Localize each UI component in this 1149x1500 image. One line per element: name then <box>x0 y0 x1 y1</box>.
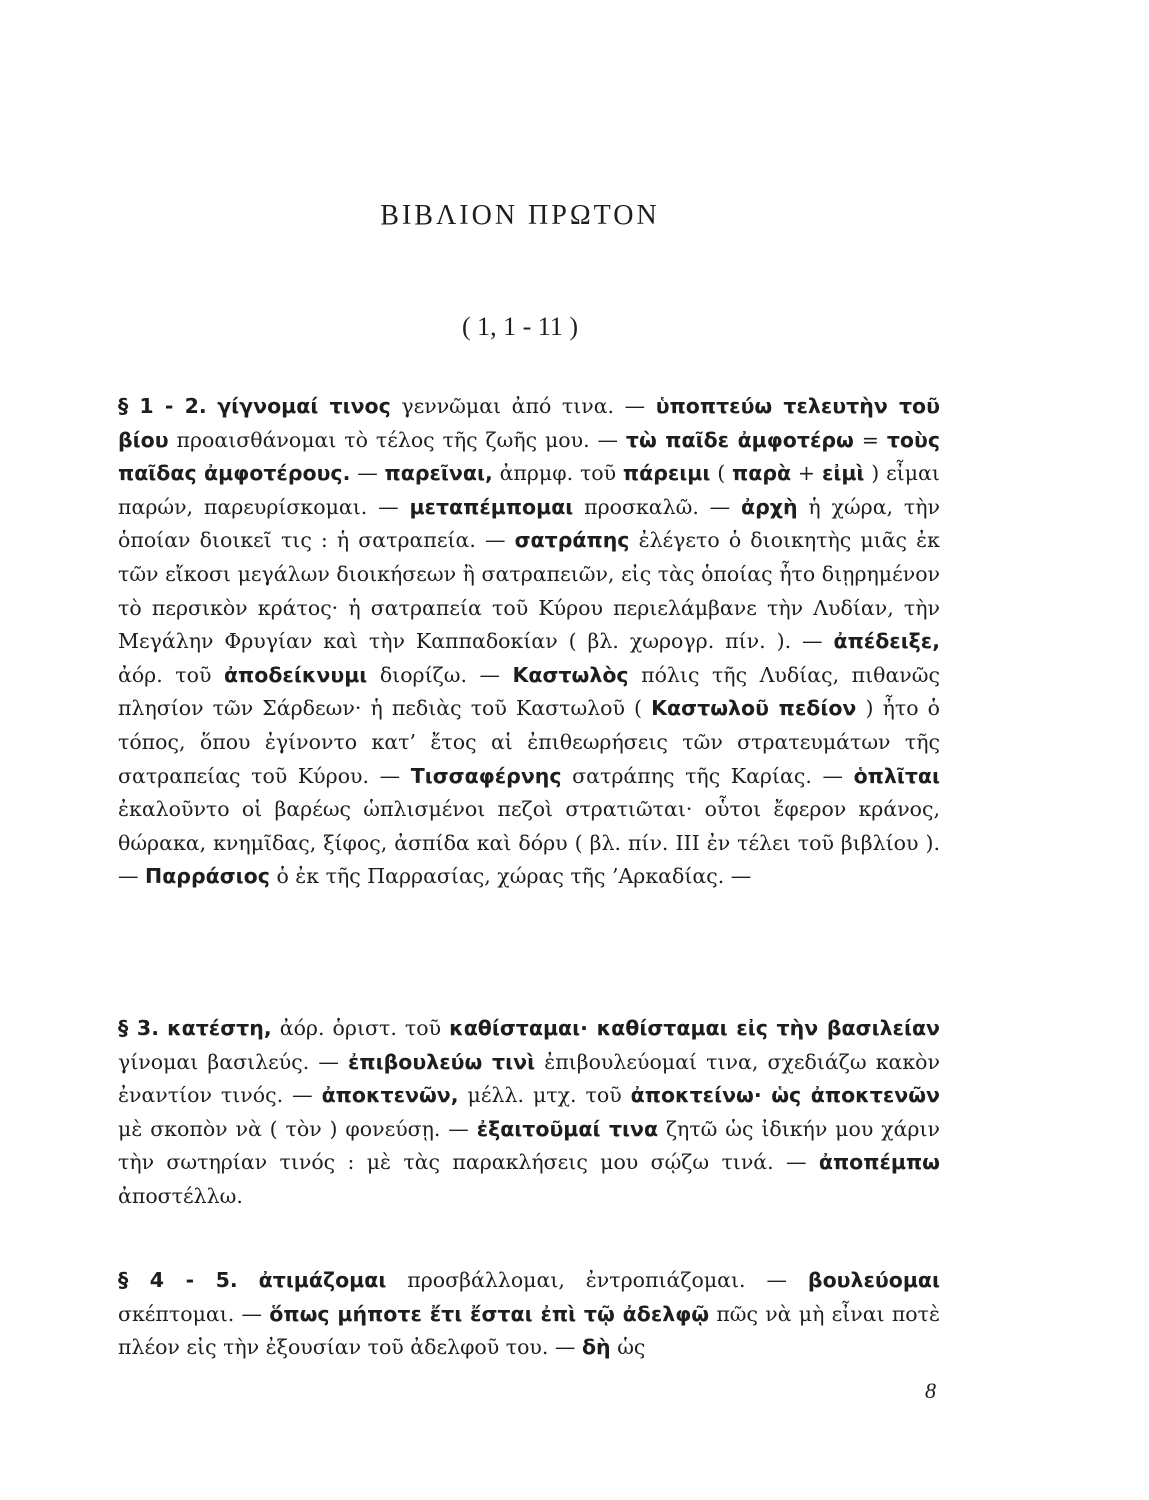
lemma: καθίσταμαι· καθίσταμαι εἰς τὴν βασιλείαν <box>449 1016 940 1040</box>
chapter-range: ( 1, 1 - 11 ) <box>461 312 578 341</box>
gloss: ὡς <box>617 1335 646 1360</box>
lemma: ὅπως μήποτε ἔτι ἔσται ἐπὶ τῷ ἀδελφῷ <box>269 1301 710 1326</box>
page-number: 8 <box>925 1378 936 1403</box>
lemma: Τισσαφέρνης <box>410 763 562 788</box>
lemma: Καστωλὸς <box>512 662 629 687</box>
gloss: μὲ σκοπὸν νὰ ( τὸν ) φονεύσῃ. — <box>118 1116 469 1141</box>
gloss: ( <box>717 461 726 486</box>
gloss: πόλις τῆς Λυδίας, πιθανῶς πλησίον τῶν Σάρδεων· ἡ πεδιὰς τοῦ Καστωλοῦ ( <box>118 662 940 721</box>
gloss: ἀποστέλλω. <box>118 1183 243 1208</box>
gloss: ἐπιβουλεύομαί τινα, σχεδιάζω κακὸν ἐναντίον τινός. — <box>118 1049 940 1108</box>
gloss: ἐλέγετο ὁ διοικητὴς μιᾶς ἐκ τῶν εἴκοσι μεγάλων διοικήσεων ἢ σατραπειῶν, εἰς τὰς ὁποίας ἦτο διῃρημένον τὸ περσικὸν κράτος· ἡ σατραπεία τοῦ Κύρου περιελάμβανε τὴν Λυδίαν, τὴν Μεγάλην Φρυγίαν καὶ τὴν Καππαδοκίαν ( βλ. χωρογρ. πίν. ). — <box>118 528 940 654</box>
lemma: ἀπέδειξε, <box>833 629 940 654</box>
gloss: + <box>797 461 816 486</box>
gloss: προσβάλλομαι, ἐντροπιάζομαι. — <box>407 1268 787 1292</box>
gloss: γίνομαι βασιλεύς. — <box>118 1049 339 1074</box>
gloss: ἀπρμφ. τοῦ <box>499 461 617 486</box>
section-mark: § 3. <box>118 1016 159 1040</box>
lemma: πάρειμι <box>622 461 711 486</box>
commentary-section-4-5 <box>118 1264 940 1365</box>
gloss: μέλλ. μτχ. τοῦ <box>467 1083 622 1108</box>
lemma: ἀποκτενῶν, <box>321 1083 459 1108</box>
book-title: ΒΙΒΛΙΟΝ ΠΡΩΤΟΝ <box>380 200 660 231</box>
gloss: — <box>357 461 378 486</box>
gloss: ἀόρ. ὁριστ. τοῦ <box>279 1016 442 1040</box>
gloss: ἐκαλοῦντο οἱ βαρέως ὡπλισμένοι πεζοὶ στρατιῶται· οὗτοι ἔφερον κράνος, θώρακα, κνημῖδας, ξίφος, ἀσπίδα καὶ δόρυ ( βλ. πίν. ΙΙΙ ἐν τέλει τοῦ βιβλίου ). — <box>118 797 940 889</box>
lemma: ἀποδείκνυμι <box>223 662 368 687</box>
gloss: γεννῶμαι ἀπό τινα. — <box>401 394 646 418</box>
lemma: σατράπης <box>514 528 630 553</box>
lemma: δὴ <box>581 1335 611 1360</box>
gloss: ) εἶμαι παρών, παρευρίσκομαι. — <box>118 461 940 519</box>
lemma: παρεῖναι, <box>384 461 493 486</box>
lemma: Παρράσιος <box>145 864 270 889</box>
lemma: ἀποπέμπω <box>818 1150 940 1175</box>
lemma: βουλεύομαι <box>807 1268 940 1292</box>
gloss: = <box>861 427 879 452</box>
lemma: τοὺς παῖδας ἀμφοτέρους. <box>118 427 940 486</box>
gloss: ἀόρ. τοῦ <box>118 662 212 687</box>
gloss: ὁ ἐκ τῆς Παρρασίας, χώρας τῆς ’Αρκαδίας. — <box>276 864 752 889</box>
commentary-section-3 <box>118 1012 940 1214</box>
lemma: ἀρχὴ <box>741 494 798 519</box>
gloss: προαισθάνομαι τὸ τέλος τῆς ζωῆς μου. — <box>176 427 618 452</box>
gloss: ἡ χώρα, τὴν ὁποίαν διοικεῖ τις : ἡ σατραπεία. — <box>118 494 940 553</box>
lemma: ἀποκτείνω· ὡς ἀποκτενῶν <box>630 1083 940 1108</box>
gloss: πῶς νὰ μὴ εἶναι ποτὲ πλέον εἰς τὴν ἐξουσίαν τοῦ ἀδελφοῦ του. — <box>118 1301 940 1360</box>
lemma: Καστωλοῦ πεδίον <box>651 696 857 721</box>
section-mark: § 1 - 2. <box>118 394 207 418</box>
lemma: ὁπλῖται <box>853 763 940 788</box>
lemma: ὑποπτεύω τελευτὴν τοῦ βίου <box>118 394 940 452</box>
gloss: ζητῶ ὡς ἰδικήν μου χάριν τὴν σωτηρίαν τινός : μὲ τὰς παρακλήσεις μου σῴζω τινά. — <box>118 1116 940 1175</box>
section-mark: § 4 - 5. <box>118 1268 238 1292</box>
lemma: γίγνομαί τινος <box>217 394 391 418</box>
lemma: τὼ παῖδε ἀμφοτέρω <box>625 427 854 452</box>
gloss: σατράπης τῆς Καρίας. — <box>572 763 843 788</box>
lemma: ἀτιμάζομαι <box>258 1268 387 1292</box>
lemma: κατέστη, <box>167 1016 272 1040</box>
lemma: ἐπιβουλεύω τινὶ <box>348 1049 536 1074</box>
lemma: μεταπέμπομαι <box>409 494 574 519</box>
lemma: παρὰ <box>732 461 792 486</box>
gloss: προσκαλῶ. — <box>584 494 731 519</box>
lemma: εἰμὶ <box>821 461 865 486</box>
lemma: ἐξαιτοῦμαί τινα <box>476 1116 659 1141</box>
gloss: σκέπτομαι. — <box>118 1301 263 1326</box>
gloss: διορίζω. — <box>379 662 500 687</box>
commentary-section-1-2 <box>118 390 940 894</box>
gloss: ) ἦτο ὁ τόπος, ὅπου ἐγίνοντο κατ’ ἔτος αἱ ἐπιθεωρήσεις τῶν στρατευμάτων τῆς σατραπείας τοῦ Κύρου. — <box>118 696 940 788</box>
